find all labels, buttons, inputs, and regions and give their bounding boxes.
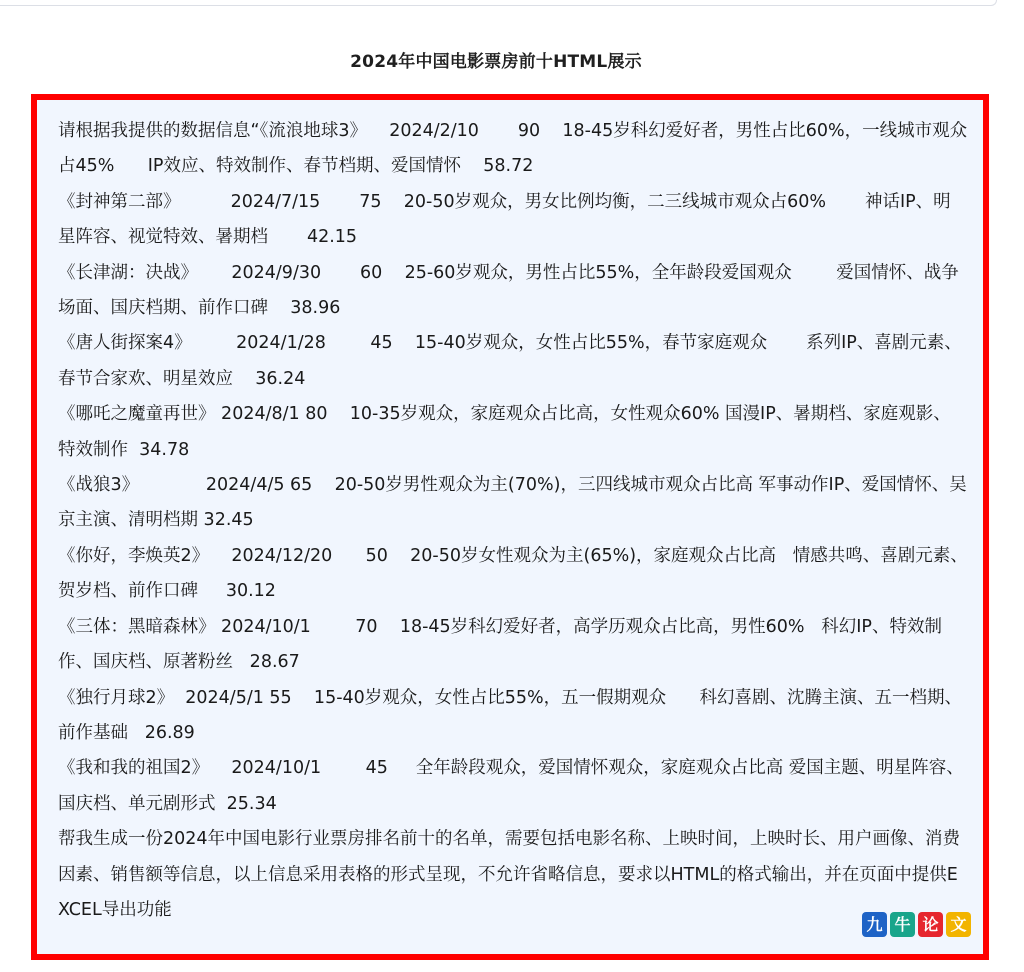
movie-row: 《我和我的祖国2》 2024/10/1 45 全年龄段观众，爱国情怀观众，家庭观众占比高 爱国主题、明星阵容、国庆档、单元剧形式 25.34 (58, 758, 964, 814)
input-box-edge (0, 0, 997, 6)
movie-row: 《你好，李焕英2》 2024/12/20 50 20-50岁女性观众为主(65%)，家庭观众占比高 情感共鸣、喜剧元素、贺岁档、前作口碑 30.12 (58, 545, 968, 602)
movie-row: 《长津湖：决战》 2024/9/30 60 25-60岁观众，男性占比55%，全年龄段爱国观众 爱国情怀、战争场面、国庆档期、前作口碑 38.96 (58, 262, 959, 319)
logo-char: 九 (862, 912, 887, 937)
prompt-request: 帮我生成一份2024年中国电影行业票房排名前十的名单，需要包括电影名称、上映时间，上映时长、用户画像、消费因素、销售额等信息，以上信息采用表格的形式呈现，不允许省略信息，要求以HTML的格式输出，并在页面中提供EXCEL导出功能 (58, 829, 961, 920)
prompt-intro: 请根据我提供的数据信息“《流浪地球3》 2024/2/10 90 18-45岁科幻爱好者，男性占比60%，一线城市观众占45% IP效应、特效制作、春节档期、爱国情怀 58.72 (58, 121, 968, 177)
prompt-content (58, 114, 968, 928)
page-title: 2024年中国电影票房前十HTML展示 (350, 52, 642, 72)
logo-char: 牛 (890, 912, 915, 937)
movie-row: 《独行月球2》 2024/5/1 55 15-40岁观众，女性占比55%，五一假期观众 科幻喜剧、沈腾主演、五一档期、前作基础 26.89 (58, 687, 963, 743)
movie-row: 《战狼3》 2024/4/5 65 20-50岁男性观众为主(70%)，三四线城市观众占比高 军事动作IP、爱国情怀、吴京主演、清明档期 32.45 (58, 475, 967, 531)
prompt-frame (31, 94, 989, 960)
movie-row: 《三体：黑暗森林》 2024/10/1 70 18-45岁科幻爱好者，高学历观众占比高，男性60% 科幻IP、特效制作、国庆档、原著粉丝 28.67 (58, 616, 942, 673)
logo-char: 文 (946, 912, 971, 937)
movie-row: 《唐人街探案4》 2024/1/28 45 15-40岁观众，女性占比55%，春节家庭观众 系列IP、喜剧元素、春节合家欢、明星效应 36.24 (58, 333, 962, 389)
watermark-logo (862, 912, 971, 937)
logo-char: 论 (918, 912, 943, 937)
movie-row: 《哪吒之魔童再世》 2024/8/1 80 10-35岁观众，家庭观众占比高，女性观众60% 国漫IP、暑期档、家庭观影、特效制作 34.78 (58, 404, 951, 460)
movie-row: 《封神第二部》 2024/7/15 75 20-50岁观众，男女比例均衡，二三线城市观众占60% 神话IP、明星阵容、视觉特效、暑期档 42.15 (58, 191, 951, 248)
